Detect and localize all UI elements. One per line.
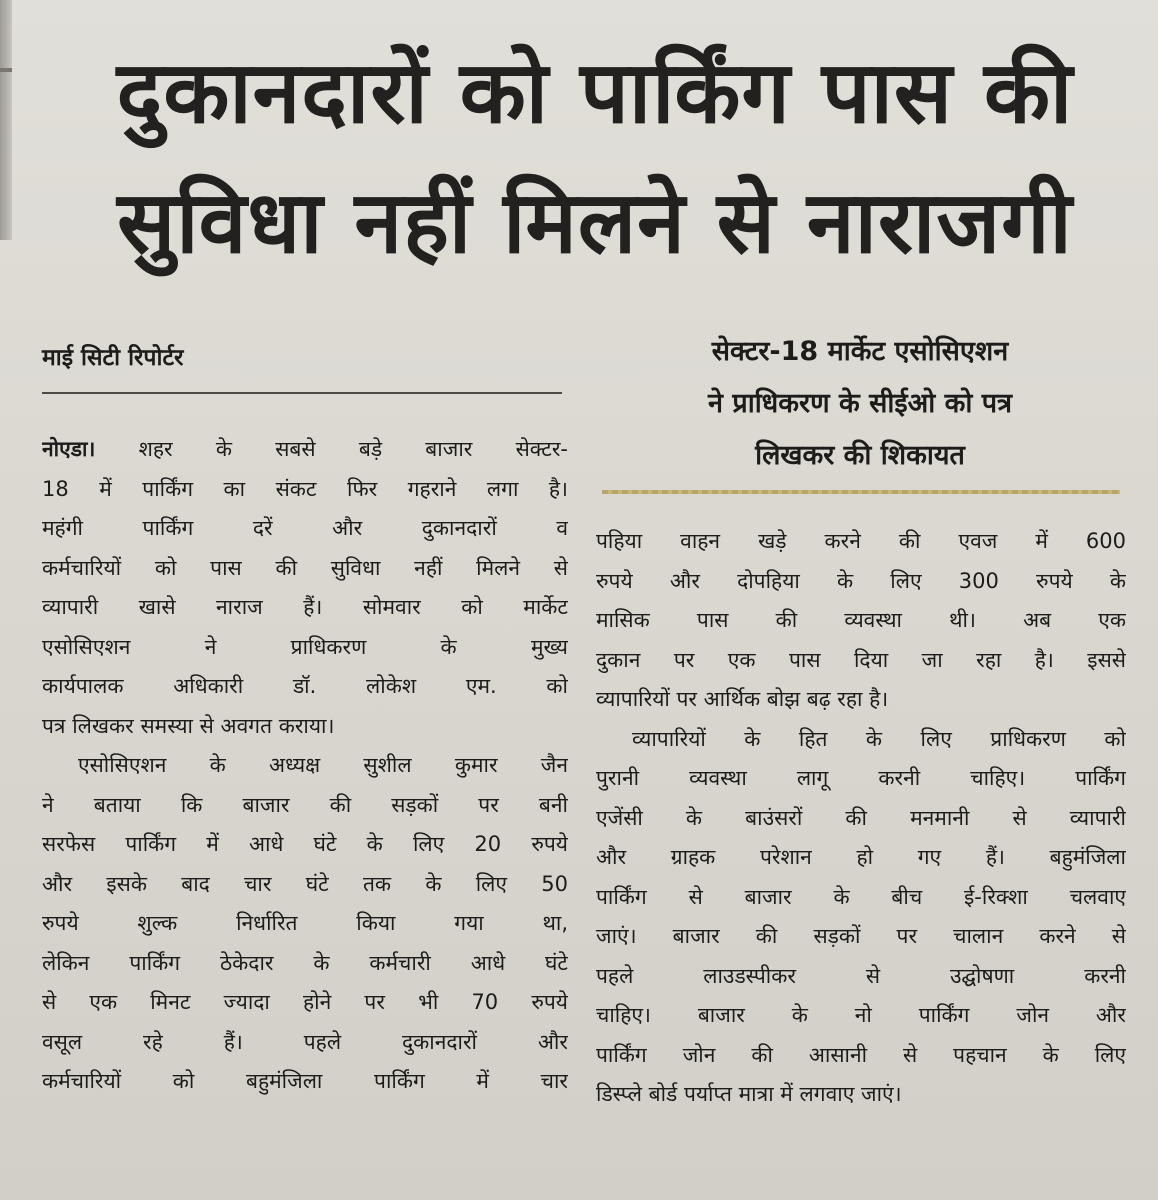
article-line: एजेंसी के बाउंसरों की मनमानी से व्यापारी xyxy=(596,805,1126,830)
article-line: महंगी पार्किंग दरें और दुकानदारों व xyxy=(42,516,568,540)
article-line: कर्मचारियों को बहुमंजिला पार्किंग में चार xyxy=(42,1069,568,1093)
article-line: कर्मचारियों को पास की सुविधा नहीं मिलने से xyxy=(42,555,568,580)
article-line: दुकान पर एक पास दिया जा रहा है। इससे xyxy=(596,647,1126,672)
article-line: पहले लाउडस्पीकर से उद्घोषणा करनी xyxy=(596,963,1126,988)
article-line: ने बताया कि बाजार की सड़कों पर बनी xyxy=(42,792,568,817)
subheadline-line-3: लिखकर की शिकायत xyxy=(755,440,965,471)
article-line: कार्यपालक अधिकारी डॉ. लोकेश एम. को xyxy=(42,674,568,698)
article-line: पुरानी व्यवस्था लागू करनी चाहिए। पार्किंग xyxy=(596,766,1126,790)
article-line: व्यापारियों पर आर्थिक बोझ बढ़ रहा है। xyxy=(596,687,889,711)
article-line: व्यापारी खासे नाराज हैं। सोमवार को मार्केट xyxy=(42,595,568,619)
article-line: से एक मिनट ज्यादा होने पर भी 70 रुपये xyxy=(42,990,568,1014)
article-line: और इसके बाद चार घंटे तक के लिए 50 xyxy=(42,871,568,896)
article-line: डिस्प्ले बोर्ड पर्याप्त मात्रा में लगवाए जाएं। xyxy=(596,1082,902,1106)
article-column-right xyxy=(596,522,1126,1115)
article-line: पहिया वाहन खड़े करने की एवज में 600 xyxy=(596,529,1126,553)
article-line: पार्किंग जोन की आसानी से पहचान के लिए xyxy=(596,1042,1126,1067)
article-line: 18 में पार्किंग का संकट फिर गहराने लगा है। xyxy=(42,476,568,501)
byline-divider xyxy=(42,392,562,394)
article-line: मासिक पास की व्यवस्था थी। अब एक xyxy=(596,608,1126,632)
subheadline-divider xyxy=(602,490,1120,494)
article-line: रुपये शुल्क निर्धारित किया गया था, xyxy=(42,911,568,935)
dateline: नोएडा। xyxy=(42,437,96,461)
adjacent-page-edge xyxy=(0,0,12,240)
article-line: एसोसिएशन के अध्यक्ष सुशील कुमार जैन xyxy=(78,753,568,777)
article-line: पत्र लिखकर समस्या से अवगत कराया। xyxy=(42,713,335,738)
byline: माई सिटी रिपोर्टर xyxy=(42,345,184,371)
headline-line-1: दुकानदारों को पार्किंग पास की xyxy=(116,43,1074,143)
article-line: सरफेस पार्किंग में आधे घंटे के लिए 20 रुपये xyxy=(42,832,568,856)
article-line: वसूल रहे हैं। पहले दुकानदारों और xyxy=(42,1029,568,1054)
page-edge-mark xyxy=(0,68,12,72)
article-line: रुपये और दोपहिया के लिए 300 रुपये के xyxy=(596,568,1126,593)
article-line: और ग्राहक परेशान हो गए हैं। बहुमंजिला xyxy=(596,845,1126,869)
article-column-left xyxy=(42,430,568,1102)
subheadline-line-1: सेक्टर-18 मार्केट एसोसिएशन xyxy=(711,336,1009,367)
article-line: व्यापारियों के हित के लिए प्राधिकरण को xyxy=(632,726,1126,751)
article-line: जाएं। बाजार की सड़कों पर चालान करने से xyxy=(596,924,1126,948)
article-line: एसोसिएशन ने प्राधिकरण के मुख्य xyxy=(42,634,568,659)
article-line: चाहिए। बाजार के नो पार्किंग जोन और xyxy=(596,1003,1126,1027)
article-line: पार्किंग से बाजार के बीच ई-रिक्शा चलवाए xyxy=(596,884,1126,909)
article-line: लेकिन पार्किंग ठेकेदार के कर्मचारी आधे घंटे xyxy=(42,950,568,975)
article-line: नोएडा। शहर के सबसे बड़े बाजार सेक्टर- xyxy=(42,437,568,461)
subheadline-line-2: ने प्राधिकरण के सीईओ को पत्र xyxy=(707,388,1013,419)
headline-line-2: सुविधा नहीं मिलने से नाराजगी xyxy=(117,173,1073,273)
